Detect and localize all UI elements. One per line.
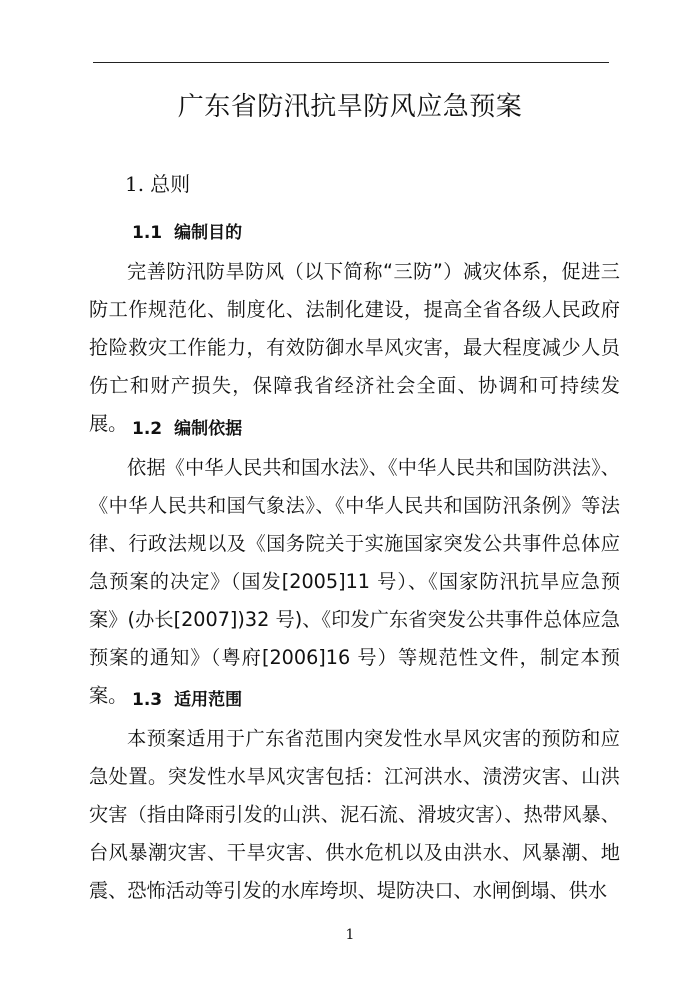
section-heading-1-3	[132, 685, 242, 710]
section-heading-1-2	[132, 414, 242, 439]
document-title: 广东省防汛抗旱防风应急预案	[177, 92, 523, 122]
chapter-heading	[125, 168, 190, 197]
section-paragraph-1-3: 本预案适用于广东省范围内突发性水旱风灾害的预防和应急处置。突发性水旱风灾害包括：江河洪水、渍涝灾害、山洪灾害（指由降雨引发的山洪、泥石流、滑坡灾害）、热带风暴、台风暴潮灾害、干旱灾害、供水危机以及由洪水、风暴潮、地震、恐怖活动等引发的水库垮坝、堤防决口、水闸倒塌、供水	[89, 727, 620, 902]
section-paragraph-1-2: 依据《中华人民共和国水法》、《中华人民共和国防洪法》、《中华人民共和国气象法》、《中华人民共和国防汛条例》等法律、行政法规以及《国务院关于实施国家突发公共事件总体应急预案的决定》（国发[2005]11 号）、《国家防汛抗旱应急预案》(办长[2007])32 号)、《印发广东省突发公共事件总体应急预案的通知》（粤府[2006]16 号）等规范性文件，制定本预案。	[89, 456, 620, 707]
section-number: 1.1	[132, 223, 163, 243]
header-rule	[93, 62, 609, 63]
section-heading-1-1	[132, 218, 242, 243]
section-title: 编制依据	[174, 419, 243, 439]
section-title: 编制目的	[174, 223, 243, 243]
page-number: 1	[345, 927, 355, 943]
section-title: 适用范围	[174, 690, 243, 710]
chapter-number: 1.	[125, 172, 145, 196]
section-number: 1.3	[132, 690, 163, 710]
section-number: 1.2	[132, 419, 163, 439]
section-paragraph-1-1: 完善防汛防旱防风（以下简称“三防”）减灾体系，促进三防工作规范化、制度化、法制化建设，提高全省各级人民政府抢险救灾工作能力，有效防御水旱风灾害，最大程度减少人员伤亡和财产损失，保障我省经济社会全面、协调和可持续发展。	[89, 260, 620, 435]
chapter-label: 总则	[150, 172, 191, 196]
